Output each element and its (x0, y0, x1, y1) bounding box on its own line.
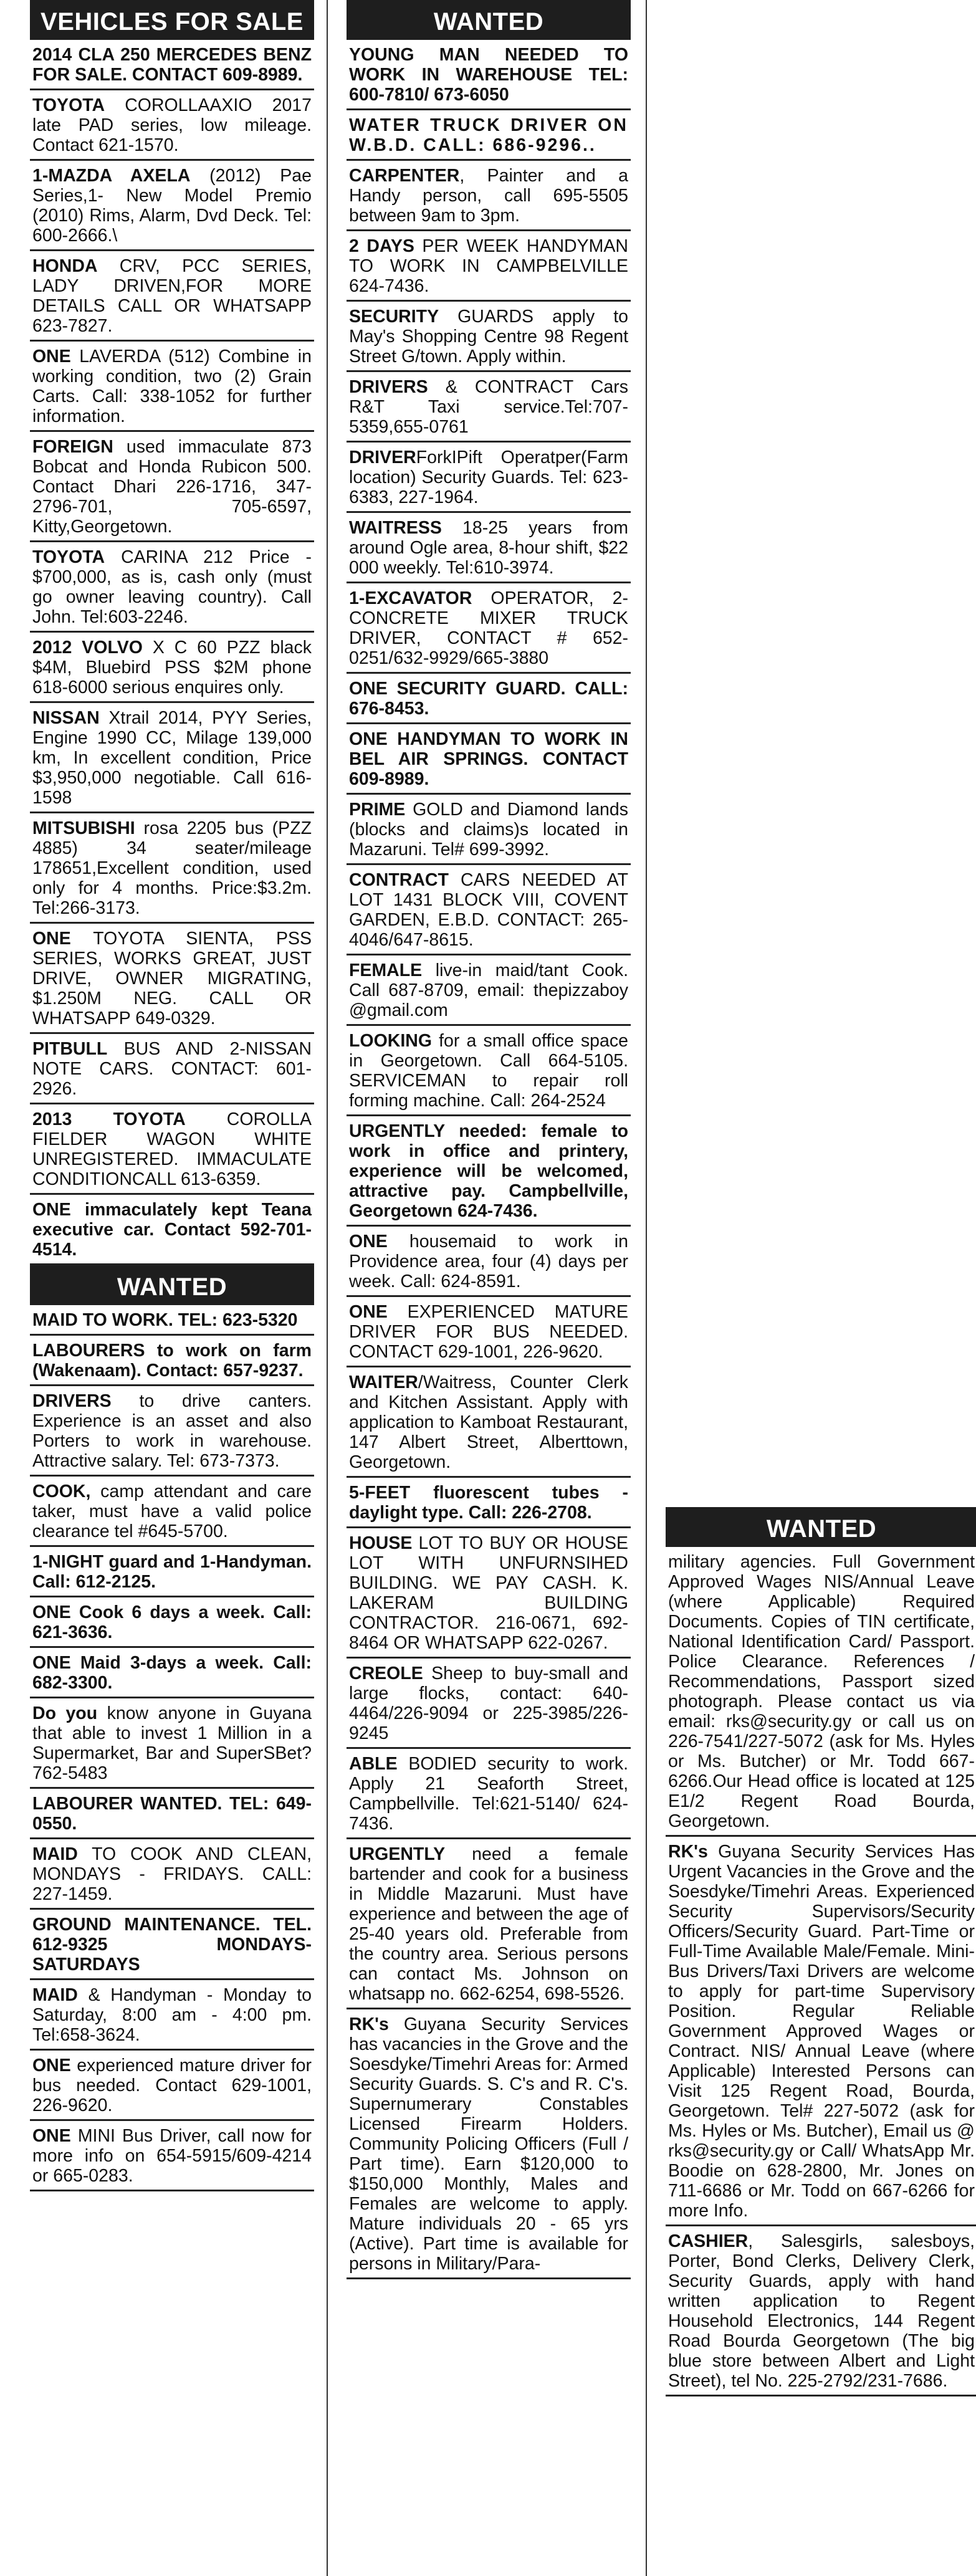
ad-body: Sheep to buy-small and large flocks, contact: 640-4464/226-9094 or 225-3985/226-9245 (349, 1664, 628, 1743)
ad-lead: DRIVERS (32, 1391, 112, 1411)
classified-ad (30, 1195, 314, 1265)
ad-body: ForkIPift Operatper(Farm location) Security Guards. Tel: 623-6383, 227-1964. (349, 448, 628, 507)
classified-ad (347, 40, 631, 110)
section-banner: VEHICLES FOR SALE (30, 0, 314, 40)
classified-ad (30, 90, 314, 161)
ad-body: (2012) Pae Series,1- New Model Premio (2010) Rims, Alarm, Dvd Deck. Tel: 600-2666.\ (32, 166, 312, 246)
classified-ad (30, 1336, 314, 1386)
classified-ad (347, 231, 631, 302)
column-divider (327, 0, 328, 2576)
ad-lead: 1-EXCAVATOR (349, 588, 472, 608)
ad-body: , Salesgirls, salesboys, Porter, Bond Clerks, Delivery Clerk, Security Guards, apply with hand written application to Regent Household Electronics, 144 Regent Road Bourda Georgetown (The big blue store between Albert and Light Street), tel No. 225-2792/231-7686. (668, 2231, 975, 2391)
column-1 (30, 0, 314, 2191)
ad-body: CRV, PCC SERIES, LADY DRIVEN,FOR MORE DETAILS CALL OR WHATSAPP 623-7827. (32, 256, 312, 336)
ad-lead: CARPENTER (349, 166, 460, 186)
ad-lead: 2014 CLA 250 MERCEDES BENZ FOR SALE. CONTACT 609-8989. (32, 45, 312, 85)
classified-ad (30, 1648, 314, 1698)
ad-lead: RK's (349, 2014, 389, 2034)
classified-ad (347, 1026, 631, 1116)
classified-ad (666, 1837, 976, 2226)
ad-lead: LOOKING (349, 1031, 432, 1051)
classified-ad (666, 2226, 976, 2396)
classified-ad (347, 1478, 631, 1528)
ad-lead: ONE (32, 347, 71, 366)
ad-body: GOLD and Diamond lands (blocks and claims)s located in Mazaruni. Tel# 699-3992. (349, 800, 628, 859)
classified-ad (30, 542, 314, 633)
ad-lead: FEMALE (349, 960, 423, 980)
classified-ad (30, 924, 314, 1034)
ad-lead: LABOURER WANTED. TEL: 649-0550. (32, 1794, 312, 1834)
ad-body: CARINA 212 Price - $700,000, as is, cash only (must go owner leaving country). Call John. Tel:603-2246. (32, 547, 312, 627)
ad-lead: ONE Maid 3-days a week. Call: 682-3300. (32, 1653, 312, 1693)
ad-body: Guyana Security Services has vacancies in the Grove and the Soesdyke/Timehri Areas for: Armed Security Guards. S. C's and R. C's. Supernumerary Constables Licensed Firearm Holders. Community Policing Officers (Full / Part time). Earn $120,000 to $150,000 Monthly, Males and Females are welcome to apply. Mature individuals 20 - 65 yrs (Active). Part time is available for persons in Military/Para- (349, 2014, 628, 2274)
classified-ad (347, 583, 631, 674)
ad-lead: ABLE (349, 1754, 398, 1774)
ad-lead: DRIVER (349, 448, 416, 467)
ad-body: COROLLA FIELDER WAGON WHITE UNREGISTERED. IMMACULATE CONDITIONCALL 613-6359. (32, 1109, 312, 1189)
ad-lead: ONE (32, 929, 71, 949)
ad-body: & Handyman - Monday to Saturday, 8:00 am - 4:00 pm. Tel:658-3624. (32, 1985, 312, 2045)
ad-body: COROLLAAXIO 2017 late PAD series, low mileage. Contact 621-1570. (32, 95, 312, 155)
classified-ad (30, 1597, 314, 1648)
ad-lead: LABOURERS to work on farm (Wakenaam). Contact: 657-9237. (32, 1341, 312, 1381)
classified-ad (30, 1104, 314, 1195)
ad-lead: 2012 VOLVO (32, 638, 143, 658)
classified-ad (347, 110, 631, 161)
ad-body: Guyana Security Services Has Urgent Vacancies in the Grove and the Soesdyke/Timehri Areas. Experienced Security Supervisors/Security Officers/Security Guard. Part-Time or Full-Time Available Male/Female. Mini-Bus Drivers/Taxi Drivers are welcome to apply for part-time Supervisory Position. Regular Reliable Government Approved Wages or Contract. NIS/ Annual Leave (where Applicable) Interested Persons can Visit 125 Regent Road, Bourda, Georgetown. Tel# 227-5072 (ask for Ms. Hyles or Ms. Butcher), Email us @ rks@security.gy or Call/ WhatsApp Mr. Boodie on 628-2800, Mr. Jones on 711-6686 or Mr. Todd on 667-6266 for more Info. (668, 1842, 975, 2221)
ad-lead: URGENTLY (349, 1844, 446, 1864)
ad-lead: GROUND MAINTENANCE. TEL. 612-9325 MONDAYS-SATURDAYS (32, 1915, 312, 1975)
classified-ad (30, 161, 314, 251)
ad-lead: 2013 TOYOTA (32, 1109, 186, 1129)
ad-lead: CREOLE (349, 1664, 423, 1683)
classified-ad (347, 302, 631, 372)
ad-body: camp attendant and care taker, must have a valid police clearance tel #645-5700. (32, 1482, 312, 1541)
ad-body: need a female bartender and cook for a business in Middle Mazaruni. Must have experience and between the age of 25-40 years old. Preferable from the country area. Serious persons can contact Ms. Johnson on whatsapp no. 662-6254, 698-5526. (349, 1844, 628, 2004)
ad-lead: TOYOTA (32, 547, 105, 567)
ad-body: rosa 2205 bus (PZZ 4885) 34 seater/mileage 178651,Excellent condition, used only for 4 months. Price:$3.2m. Tel:266-3173. (32, 818, 312, 918)
ad-body: 18-25 years from around Ogle area, 8-hour shift, $22 000 weekly. Tel:610-3974. (349, 518, 628, 578)
ad-body: to drive canters. Experience is an asset and also Porters to work in warehouse. Attractive salary. Tel: 673-7373. (32, 1391, 312, 1471)
ad-body: military agencies. Full Government Approved Wages NIS/Annual Leave (where Applicable) Required Documents. Copies of TIN certificate, National Identification Card/ Passport. Police Clearance. References / Recommendations, Passport sized photograph. Please contact us via email: rks@security.gy or call us on 226-7541/227-5072 (ask for Ms. Hyles or Ms. Butcher) or Mr. Todd 667-6266.Our Head office is located at 125 E1/2 Regent Road Bourda, Georgetown. (668, 1552, 975, 1831)
ad-lead: 1-MAZDA AXELA (32, 166, 191, 186)
ad-body: BODIED security to work. Apply 21 Seaforth Street, Campbellville. Tel:621-5140/ 624-7436. (349, 1754, 628, 1834)
ad-lead: Do you (32, 1703, 98, 1723)
classified-ad (347, 724, 631, 795)
ad-lead: CASHIER (668, 2231, 749, 2251)
classified-ad (347, 1749, 631, 1839)
classified-ad (30, 1386, 314, 1477)
classified-ad (30, 1034, 314, 1104)
section-banner: WANTED (347, 0, 631, 40)
classified-ad (347, 443, 631, 513)
classified-ad (30, 2051, 314, 2121)
classified-ad (30, 1980, 314, 2051)
classified-ad (347, 1227, 631, 1297)
ad-lead: NISSAN (32, 708, 100, 728)
ad-body: for a small office space in Georgetown. Call 664-5105. SERVICEMAN to repair roll forming machine. Call: 264-2524 (349, 1031, 628, 1111)
ad-body: PER WEEK HANDYMAN TO WORK IN CAMPBELVILLE 624-7436. (349, 236, 628, 296)
column-divider (646, 0, 647, 2576)
classified-ad (666, 1547, 976, 1837)
ad-body: TO COOK AND CLEAN, MONDAYS - FRIDAYS. CALL: 227-1459. (32, 1844, 312, 1904)
ad-body: EXPERIENCED MATURE DRIVER FOR BUS NEEDED. CONTACT 629-1001, 226-9620. (349, 1302, 628, 1362)
ad-lead: ONE (32, 2056, 71, 2076)
ad-lead: ONE (32, 2126, 71, 2146)
ad-body: experienced mature driver for bus needed. Contact 629-1001, 226-9620. (32, 2056, 312, 2115)
ad-body: Xtrail 2014, PYY Series, Engine 1990 CC, Milage 139,000 km, In excellent condition, Price $3,950,000 negotiable. Call 616-1598 (32, 708, 312, 808)
ad-body: GUARDS apply to May's Shopping Centre 98 Regent Street G/town. Apply within. (349, 307, 628, 366)
classified-ad (30, 1910, 314, 1980)
classified-ad (347, 161, 631, 231)
ad-body: live-in maid/tant Cook. Call 687-8709, email: thepizzaboy @gmail.com (349, 960, 628, 1020)
ad-body: OPERATOR, 2- CONCRETE MIXER TRUCK DRIVER, CONTACT # 652-0251/632-9929/665-3880 (349, 588, 628, 668)
classified-ad (347, 1528, 631, 1659)
ad-body: TOYOTA SIENTA, PSS SERIES, WORKS GREAT, JUST DRIVE, OWNER MIGRATING, $1.250M NEG. CALL OR WHATSAPP 649-0329. (32, 929, 312, 1028)
ad-lead: ONE (349, 1232, 388, 1252)
classified-ad (30, 1789, 314, 1839)
classified-ad (30, 432, 314, 542)
classified-ad (30, 2121, 314, 2191)
ad-body: LAVERDA (512) Combine in working condition, two (2) Grain Carts. Call: 338-1052 for further information. (32, 347, 312, 426)
ad-lead: MITSUBISHI (32, 818, 135, 838)
classified-ad (30, 251, 314, 342)
classified-ad (347, 2009, 631, 2279)
classified-ad (347, 1116, 631, 1227)
classified-ad (347, 372, 631, 443)
classified-ad (30, 633, 314, 703)
ad-lead: COOK, (32, 1482, 91, 1501)
ad-body: LOT TO BUY OR HOUSE LOT WITH UNFURNSIHED BUILDING. WE PAY CASH. K. LAKERAM BUILDING CONTRACTOR. 216-0671, 692-8464 OR WHATSAPP 622-0267. (349, 1533, 628, 1653)
classified-ad (347, 1659, 631, 1749)
ad-lead: RK's (668, 1842, 708, 1862)
classified-ad (347, 1839, 631, 2009)
classified-ad (30, 1305, 314, 1336)
ad-body: /Waitress, Counter Clerk and Kitchen Assistant. Apply with application to Kamboat Restaurant, 147 Albert Street, Alberttown, Georgetown. (349, 1372, 628, 1472)
classified-ad (347, 674, 631, 724)
column-2 (347, 0, 631, 2279)
ad-body: & CONTRACT Cars R&T Taxi service.Tel:707-5359,655-0761 (349, 377, 628, 437)
classified-ad (347, 1297, 631, 1367)
classified-ad (30, 1698, 314, 1789)
ad-lead: FOREIGN (32, 437, 113, 457)
classified-ad (347, 795, 631, 865)
ad-lead: 1-NIGHT guard and 1-Handyman. Call: 612-2125. (32, 1552, 312, 1592)
section-banner: WANTED (666, 1507, 976, 1547)
ad-lead: PITBULL (32, 1039, 108, 1059)
ad-lead: MAID (32, 1985, 78, 2005)
ad-lead: ONE SECURITY GUARD. CALL: 676-8453. (349, 679, 628, 719)
ad-lead: WATER TRUCK DRIVER ON W.B.D. CALL: 686-9296.. (349, 115, 628, 155)
classified-ad (30, 813, 314, 924)
ad-lead: YOUNG MAN NEEDED TO WORK IN WAREHOUSE TEL: 600-7810/ 673-6050 (349, 45, 628, 105)
ad-body: BUS AND 2-NISSAN NOTE CARS. CONTACT: 601-2926. (32, 1039, 312, 1099)
ad-body: know anyone in Guyana that able to invest 1 Million in a Supermarket, Bar and SuperSBet? 762-5483 (32, 1703, 312, 1783)
ad-lead: ONE HANDYMAN TO WORK IN BEL AIR SPRINGS. CONTACT 609-8989. (349, 729, 628, 789)
ad-lead: HONDA (32, 256, 98, 276)
classified-ad (30, 1839, 314, 1910)
classified-ad (30, 40, 314, 90)
ad-body: X C 60 PZZ black $4M, Bluebird PSS $2M phone 618-6000 serious enquires only. (32, 638, 312, 697)
ad-lead: MAID TO WORK. TEL: 623-5320 (32, 1310, 298, 1330)
ad-lead: PRIME (349, 800, 406, 820)
ad-body: used immaculate 873 Bobcat and Honda Rubicon 500. Contact Dhari 226-1716, 347-2796-701, 705-6597, Kitty,Georgetown. (32, 437, 312, 537)
ad-lead: SECURITY (349, 307, 439, 327)
section-banner: WANTED (30, 1265, 314, 1305)
ad-lead: DRIVERS (349, 377, 428, 397)
ad-body: MINI Bus Driver, call now for more info on 654-5915/609-4214 or 665-0283. (32, 2126, 312, 2186)
ad-lead: 2 DAYS (349, 236, 414, 256)
classified-ad (347, 513, 631, 583)
ad-body: , Painter and a Handy person, call 695-5505 between 9am to 3pm. (349, 166, 628, 226)
ad-body: CARS NEEDED AT LOT 1431 BLOCK VIII, COVENT GARDEN, E.B.D. CONTACT: 265-4046/647-8615. (349, 870, 628, 950)
ad-lead: WAITRESS (349, 518, 442, 538)
classified-ad (30, 342, 314, 432)
classified-ad (347, 955, 631, 1026)
ad-lead: URGENTLY needed: female to work in office and printery, experience will be welcomed, attractive pay. Campbellville, Georgetown 624-7436. (349, 1121, 628, 1221)
ad-body: housemaid to work in Providence area, four (4) days per week. Call: 624-8591. (349, 1232, 628, 1291)
ad-lead: MAID (32, 1844, 78, 1864)
classified-ad (347, 865, 631, 955)
classified-ad (30, 703, 314, 813)
ad-lead: CONTRACT (349, 870, 449, 890)
ad-lead: HOUSE (349, 1533, 413, 1553)
ad-lead: WAITER (349, 1372, 418, 1392)
classified-ad (30, 1547, 314, 1597)
column-3 (666, 1507, 976, 2396)
ad-lead: TOYOTA (32, 95, 105, 115)
ad-lead: ONE (349, 1302, 388, 1322)
ad-lead: 5-FEET fluorescent tubes - daylight type. Call: 226-2708. (349, 1483, 628, 1523)
ad-lead: ONE immaculately kept Teana executive car. Contact 592-701-4514. (32, 1200, 312, 1260)
classified-ad (30, 1477, 314, 1547)
classified-ad (347, 1367, 631, 1478)
ad-lead: ONE Cook 6 days a week. Call: 621-3636. (32, 1602, 312, 1642)
